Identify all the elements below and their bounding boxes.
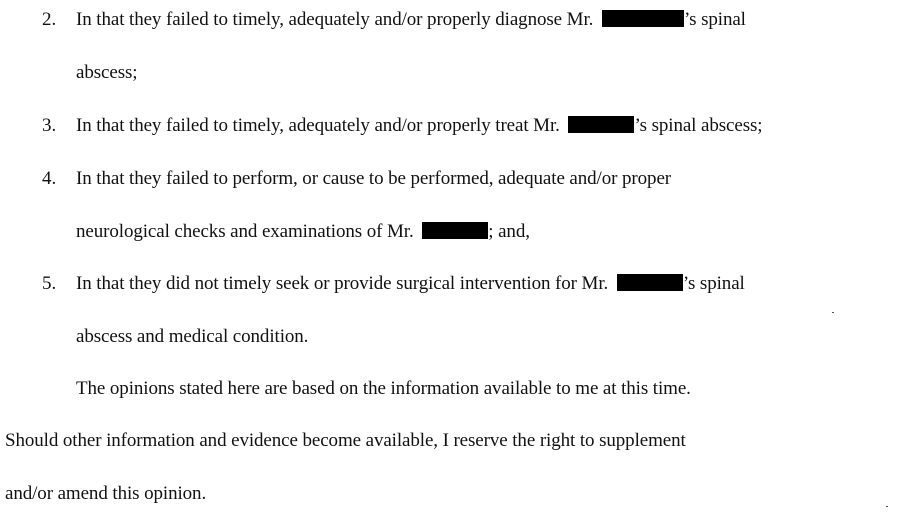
- closing-line-2: Should other information and evidence become available, I reserve the right to supplement: [5, 430, 686, 451]
- item-3-text-before: In that they failed to timely, adequately and/or properly treat Mr.: [76, 115, 560, 136]
- closing-line-1: The opinions stated here are based on the information available to me at this time.: [76, 378, 691, 399]
- scan-speck: [886, 506, 888, 507]
- redaction-box: [568, 116, 634, 133]
- redaction-box: [602, 10, 684, 27]
- item-5-line-1: [76, 273, 745, 295]
- item-4-text-before: neurological checks and examinations of Mr.: [76, 221, 414, 242]
- redaction-box: [617, 274, 683, 291]
- item-number: 2.: [42, 9, 57, 30]
- item-4-text-after: ; and,: [488, 221, 530, 242]
- item-number: 3.: [42, 115, 57, 136]
- item-5-line-2: abscess and medical condition.: [76, 326, 309, 347]
- item-3-line-1: [76, 115, 762, 137]
- redaction-box: [422, 222, 488, 239]
- item-2-line-1: [76, 9, 746, 31]
- closing-line-3: and/or amend this opinion.: [5, 483, 207, 504]
- item-number: 4.: [42, 168, 57, 189]
- item-2-text-before: In that they failed to timely, adequately and/or properly diagnose Mr.: [76, 9, 594, 30]
- item-number: 5.: [42, 273, 57, 294]
- scan-speck: [832, 312, 834, 313]
- item-2-line-2: abscess;: [76, 62, 138, 83]
- item-4-line-1: In that they failed to perform, or cause to be performed, adequate and/or proper: [76, 168, 672, 189]
- item-5-text-after: ’s spinal: [682, 273, 745, 294]
- item-2-text-after: ’s spinal: [683, 9, 746, 30]
- item-4-line-2: [76, 221, 530, 243]
- item-3-text-after: ’s spinal abscess;: [634, 115, 763, 136]
- item-5-text-before: In that they did not timely seek or provide surgical intervention for Mr.: [76, 273, 609, 294]
